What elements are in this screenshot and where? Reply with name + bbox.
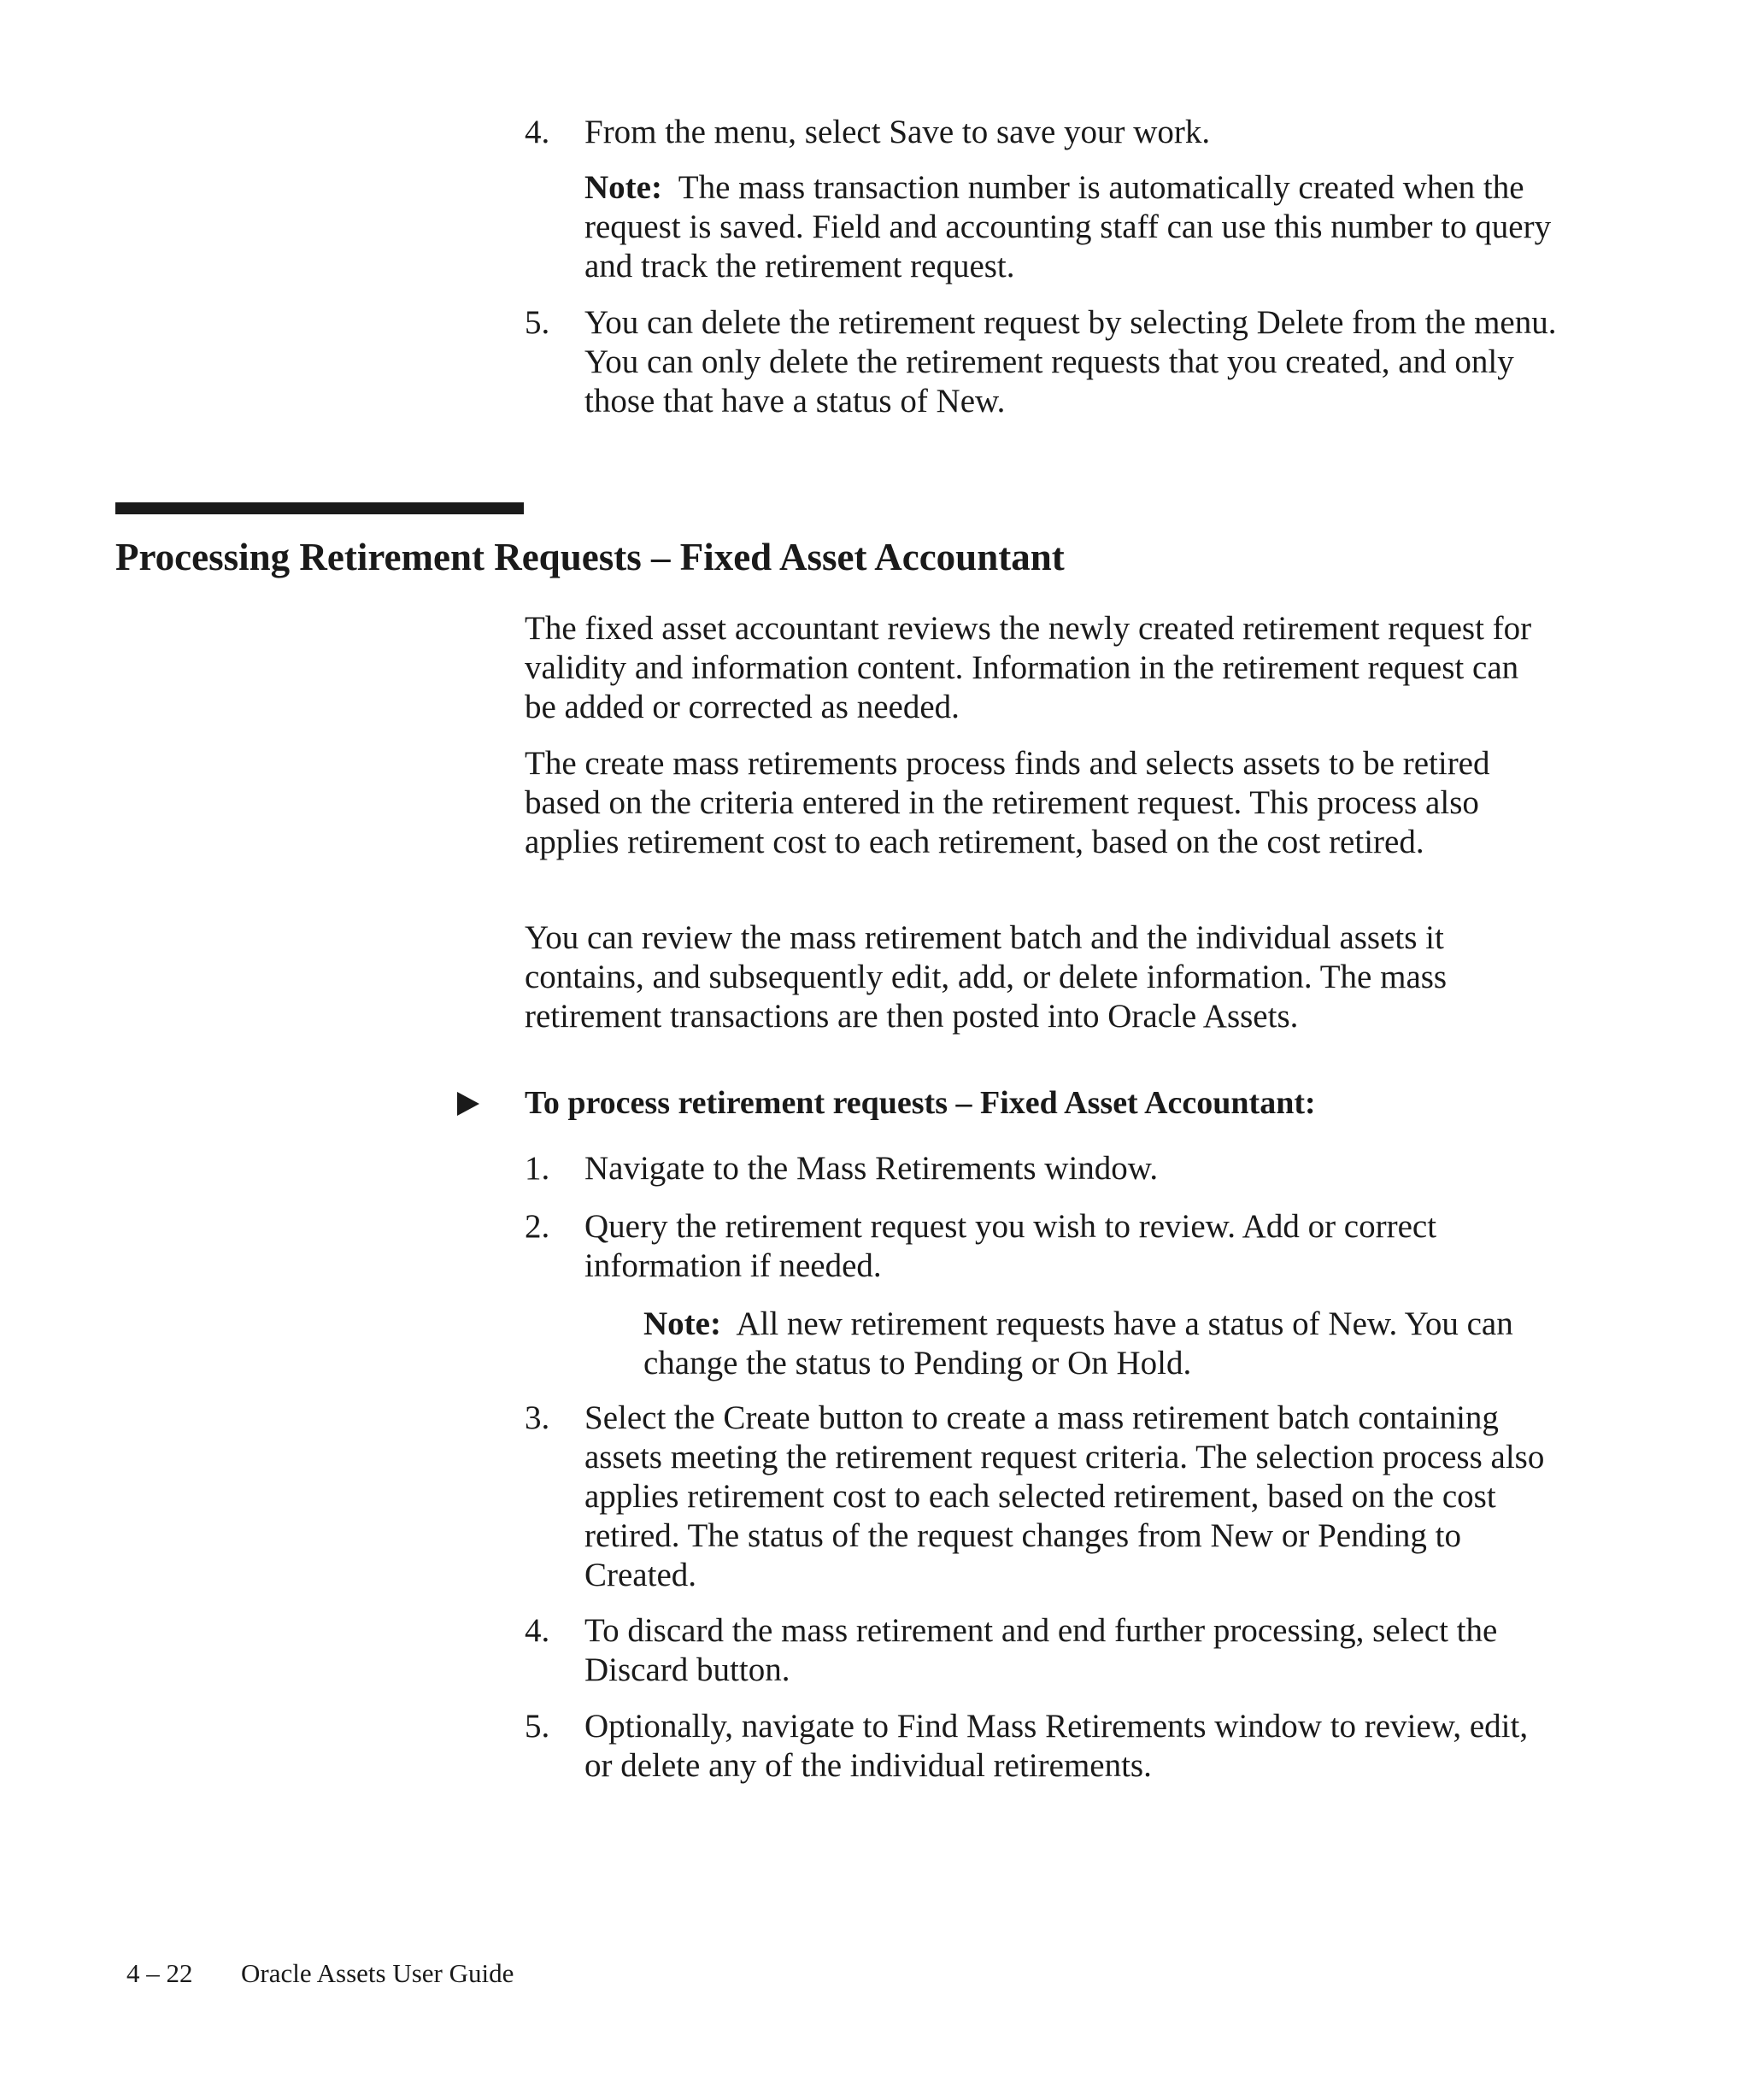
note-text: All new retirement requests have a status of New. You can change the status to Pending or On Hold. [643,1305,1513,1381]
procedure-arrow-icon [457,1092,479,1116]
note-text: The mass transaction number is automatically created when the request is saved. Field and accounting staff can use this number to query and track the retirement request. [584,169,1552,284]
list-item [525,113,1567,152]
note-label: Note: [584,169,662,206]
note [584,168,1559,286]
step-text: To discard the mass retirement and end further processing, select the Discard button. [584,1612,1498,1688]
step-text: From the menu, select Save to save your work. [584,114,1211,150]
step-number: 3. [525,1399,550,1436]
step-text: You can delete the retirement request by selecting Delete from the menu. You can only delete the retirement requests that you created, and only those that have a status of New. [584,304,1557,419]
procedure-heading: To process retirement requests – Fixed Asset Accountant: [525,1085,1316,1121]
step-text: Select the Create button to create a mass retirement batch containing assets meeting the retirement request criteria. The selection process also applies retirement cost to each selected retirement, based on the cost retired. The status of the request changes from New or Pending to Created. [584,1399,1545,1593]
note-label: Note: [643,1305,721,1342]
list-item [525,1399,1567,1595]
step-number: 1. [525,1150,550,1187]
list-item [525,1707,1567,1786]
paragraph: The fixed asset accountant reviews the newly created retirement request for validity and information content. Information in the retirement request can be added or corrected as needed. [525,610,1532,725]
list-item [525,303,1567,421]
step-number: 5. [525,304,550,341]
step-number: 2. [525,1208,550,1245]
step-number: 4. [525,1612,550,1649]
note [643,1305,1566,1383]
paragraph: The create mass retirements process finds and selects assets to be retired based on the criteria entered in the retirement request. This process also applies retirement cost to each retirement, based on the cost retired. [525,745,1490,860]
list-item [525,1207,1567,1286]
section-rule [115,502,524,514]
step-text: Navigate to the Mass Retirements window. [584,1150,1159,1187]
book-title: Oracle Assets User Guide [241,1958,514,1988]
list-item [525,1611,1567,1690]
step-number: 5. [525,1708,550,1745]
list-item [525,1149,1567,1188]
paragraph: You can review the mass retirement batch and the individual assets it contains, and subsequently edit, add, or delete information. The mass retirement transactions are then posted into Oracle Assets. [525,919,1448,1035]
section-title: Processing Retirement Requests – Fixed Asset Accountant [115,536,1065,578]
step-text: Query the retirement request you wish to review. Add or correct information if needed. [584,1208,1437,1284]
step-number: 4. [525,114,550,150]
page-number: 4 – 22 [126,1958,193,1988]
step-text: Optionally, navigate to Find Mass Retirements window to review, edit, or delete any of the individual retirements. [584,1708,1529,1784]
